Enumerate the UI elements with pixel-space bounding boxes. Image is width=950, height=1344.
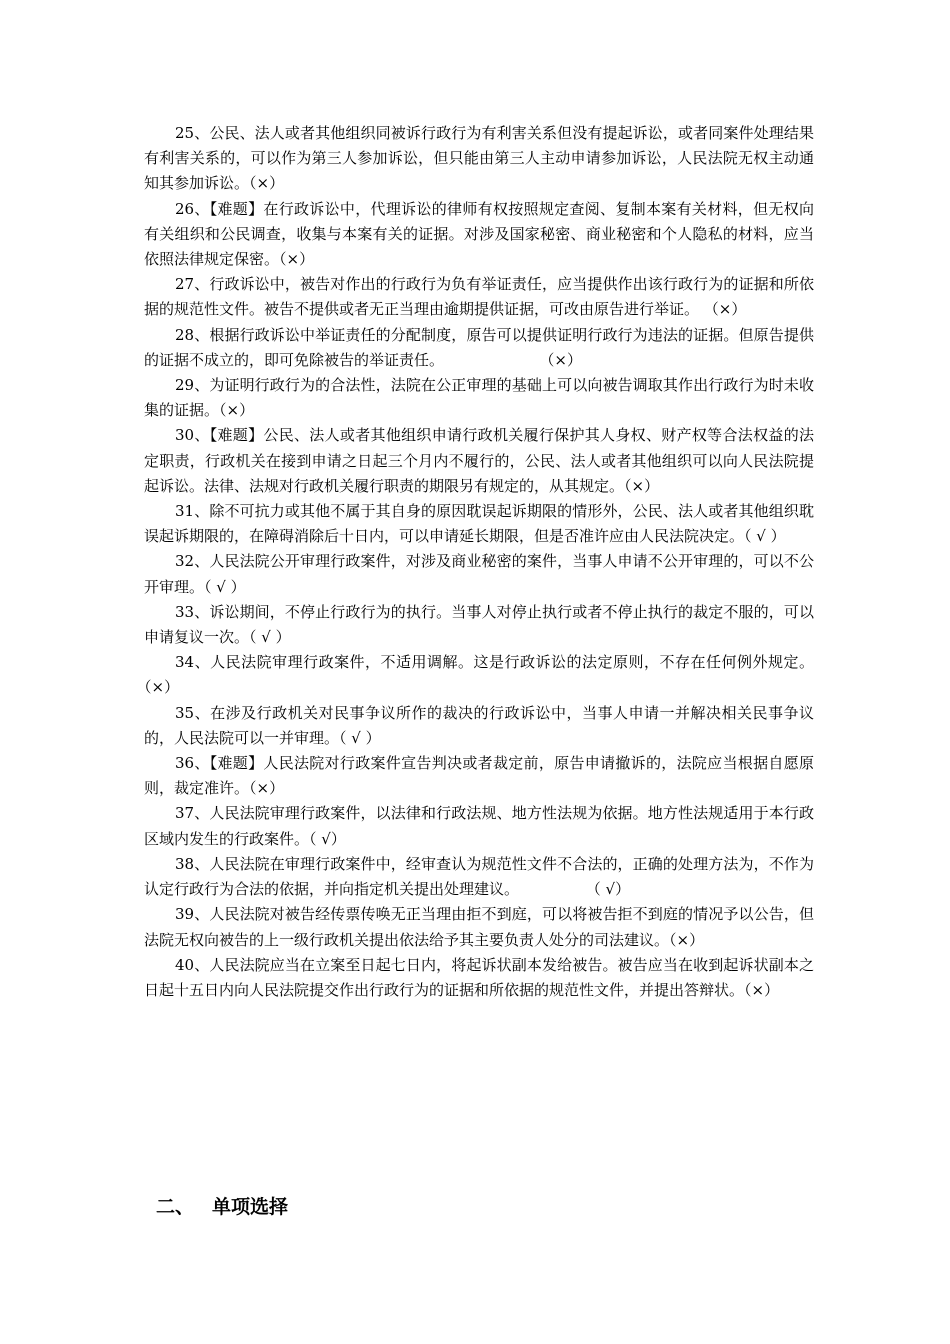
question-text: 26、【难题】在行政诉讼中，代理诉讼的律师有权按照规定查阅、复制本案有关材料，但无权向有关组织和公民调查，收集与本案有关的证据。对涉及国家秘密、商业秘密和个人隐私的材料，应当依照法律规定保密。 — [144, 199, 814, 269]
question-text: 38、人民法院在审理行政案件中，经审查认为规范性文件不合法的，正确的处理方法为，不作为认定行政行为合法的依据，并向指定机关提出处理建议。 — [144, 854, 814, 899]
section-heading — [156, 1193, 288, 1221]
answer-mark: （×） — [279, 250, 315, 269]
answer-mark: （×） — [444, 350, 582, 369]
question-item — [144, 323, 814, 373]
true-false-question-list — [144, 121, 814, 1003]
answer-mark: （ √ ） — [204, 577, 246, 596]
answer-mark: （×） — [219, 401, 255, 420]
answer-mark: （ √ ） — [339, 728, 381, 747]
question-item — [144, 121, 814, 197]
question-item — [144, 373, 814, 423]
question-item — [144, 902, 814, 952]
question-item — [144, 197, 814, 273]
answer-mark: （×） — [744, 980, 780, 999]
answer-mark: （×） — [249, 779, 285, 798]
question-text: 27、行政诉讼中，被告对作出的行政行为负有举证责任，应当提供作出该行政行为的证据和所依据的规范性文件。被告不提供或者无正当理由逾期提供证据，可改由原告进行举证。 — [144, 275, 814, 319]
question-item — [144, 600, 814, 650]
question-item — [144, 549, 814, 599]
question-text: 40、人民法院应当在立案至日起七日内，将起诉状副本发给被告。被告应当在收到起诉状副本之日起十五日内向人民法院提交作出行政行为的证据和所依据的规范性文件，并提出答辩状。 — [144, 955, 814, 999]
answer-mark: （×） — [624, 476, 660, 495]
question-item — [144, 751, 814, 801]
question-text: 33、诉讼期间，不停止行政行为的执行。当事人对停止执行或者不停止执行的裁定不服的，可以申请复议一次。 — [144, 602, 814, 647]
answer-mark: （ √） — [309, 829, 346, 848]
answer-mark: （ √ ） — [744, 527, 786, 546]
question-item — [144, 650, 814, 700]
question-item — [144, 423, 814, 499]
question-text: 35、在涉及行政机关对民事争议所作的裁决的行政诉讼中，当事人申请一并解决相关民事争议的，人民法院可以一并审理。 — [144, 703, 814, 747]
question-text: 30、【难题】公民、法人或者其他组织申请行政机关履行保护其人身权、财产权等合法权益的法定职责，行政机关在接到申请之日起三个月内不履行的，公民、法人或者其他组织可以向人民法院提起诉讼。法律、法规对行政机关履行职责的期限另有规定的，从其规定。 — [144, 426, 814, 495]
answer-mark: （×） — [669, 930, 705, 949]
question-text: 39、人民法院对被告经传票传唤无正当理由拒不到庭，可以将被告拒不到庭的情况予以公告，但法院无权向被告的上一级行政机关提出依法给予其主要负责人处分的司法建议。 — [144, 905, 814, 949]
question-text: 34、人民法院审理行政案件，不适用调解。这是行政诉讼的法定原则，不存在任何例外规定。 — [175, 653, 814, 672]
question-text: 36、【难题】人民法院对行政案件宣告判决或者裁定前，原告申请撤诉的，法院应当根据自愿原则，裁定准许。 — [144, 754, 814, 798]
section-title: 单项选择 — [212, 1196, 289, 1218]
question-text: 25、公民、法人或者其他组织同被诉行政行为有利害关系但没有提起诉讼，或者同案件处理结果有利害关系的，可以作为第三人参加诉讼，但只能由第三人主动申请参加诉讼，人民法院无权主动通知其参加诉讼。 — [144, 124, 814, 193]
question-text: 28、根据行政诉讼中举证责任的分配制度，原告可以提供证明行政行为违法的证据。但原告提供的证据不成立的，即可免除被告的举证责任。 — [144, 325, 814, 369]
question-text: 32、人民法院公开审理行政案件，对涉及商业秘密的案件，当事人申请不公开审理的，可以不公开审理。 — [144, 552, 814, 596]
question-item — [144, 852, 814, 902]
section-number: 二、 — [156, 1196, 195, 1218]
question-text: 29、为证明行政行为的合法性，法院在公正审理的基础上可以向被告调取其作出行政行为时未收集的证据。 — [144, 376, 814, 420]
answer-mark: （×） — [249, 174, 285, 193]
answer-mark: （×） — [144, 678, 180, 697]
question-item — [144, 272, 814, 322]
answer-mark: （ √ ） — [249, 628, 291, 647]
question-item — [144, 953, 814, 1003]
answer-mark: （ √） — [519, 880, 631, 899]
question-text: 31、除不可抗力或其他不属于其自身的原因耽误起诉期限的情形外，公民、法人或者其他组织耽误起诉期限的，在障碍消除后十日内，可以申请延长期限，但是否准许应由人民法院决定。 — [144, 502, 814, 546]
question-item — [144, 701, 814, 751]
question-item — [144, 801, 814, 851]
question-text: 37、人民法院审理行政案件，以法律和行政法规、地方性法规为依据。地方性法规适用于本行政区域内发生的行政案件。 — [144, 804, 814, 848]
answer-mark: （×） — [699, 300, 747, 319]
question-item — [144, 499, 814, 549]
